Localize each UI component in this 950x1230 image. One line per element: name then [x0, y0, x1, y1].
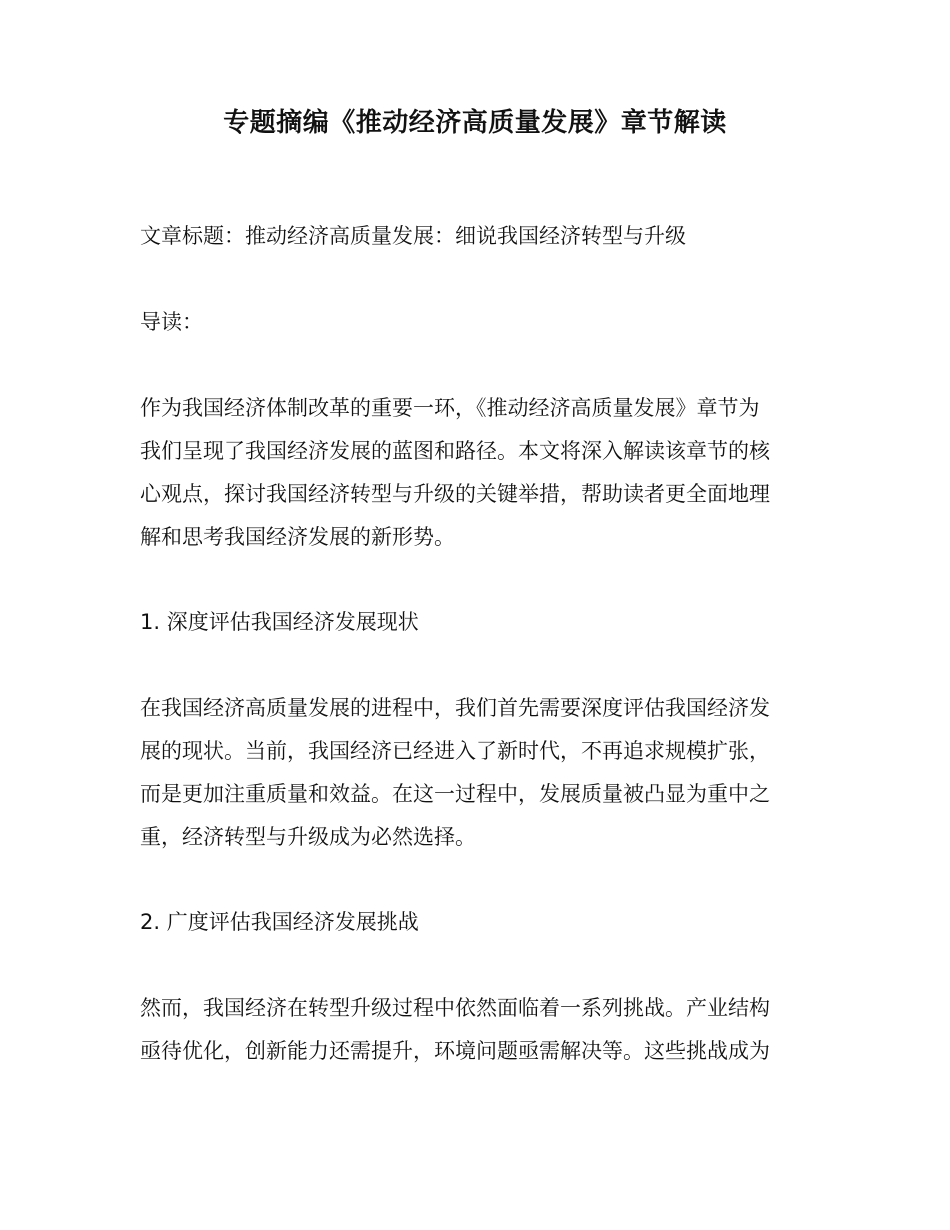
document-title: 专题摘编《推动经济高质量发展》章节解读	[223, 108, 727, 138]
section-1-line: 展的现状。当前，我国经济已经进入了新时代，不再追求规模扩张，	[140, 739, 770, 763]
section-2-line: 然而，我国经济在转型升级过程中依然面临着一系列挑战。产业结构	[140, 996, 770, 1020]
intro-line: 解和思考我国经济发展的新形势。	[140, 525, 455, 549]
section-1-line: 重，经济转型与升级成为必然选择。	[140, 825, 476, 849]
section-2-line: 亟待优化，创新能力还需提升，环境问题亟需解决等。这些挑战成为	[140, 1039, 770, 1063]
section-1-heading: 1. 深度评估我国经济发展现状	[140, 610, 419, 634]
intro-line: 我们呈现了我国经济发展的蓝图和路径。本文将深入解读该章节的核	[140, 439, 770, 463]
section-2-heading: 2. 广度评估我国经济发展挑战	[140, 910, 419, 934]
intro-paragraph	[140, 387, 800, 559]
section-2-paragraph	[140, 987, 800, 1073]
intro-line: 作为我国经济体制改革的重要一环，《推动经济高质量发展》章节为	[140, 396, 760, 420]
intro-label: 导读：	[140, 310, 203, 334]
intro-line: 心观点，探讨我国经济转型与升级的关键举措，帮助读者更全面地理	[140, 482, 770, 506]
article-title-line: 文章标题：推动经济高质量发展：细说我国经济转型与升级	[140, 224, 686, 248]
section-1-line: 而是更加注重质量和效益。在这一过程中，发展质量被凸显为重中之	[140, 782, 770, 806]
section-1-paragraph	[140, 687, 800, 859]
section-1-line: 在我国经济高质量发展的进程中，我们首先需要深度评估我国经济发	[140, 696, 770, 720]
